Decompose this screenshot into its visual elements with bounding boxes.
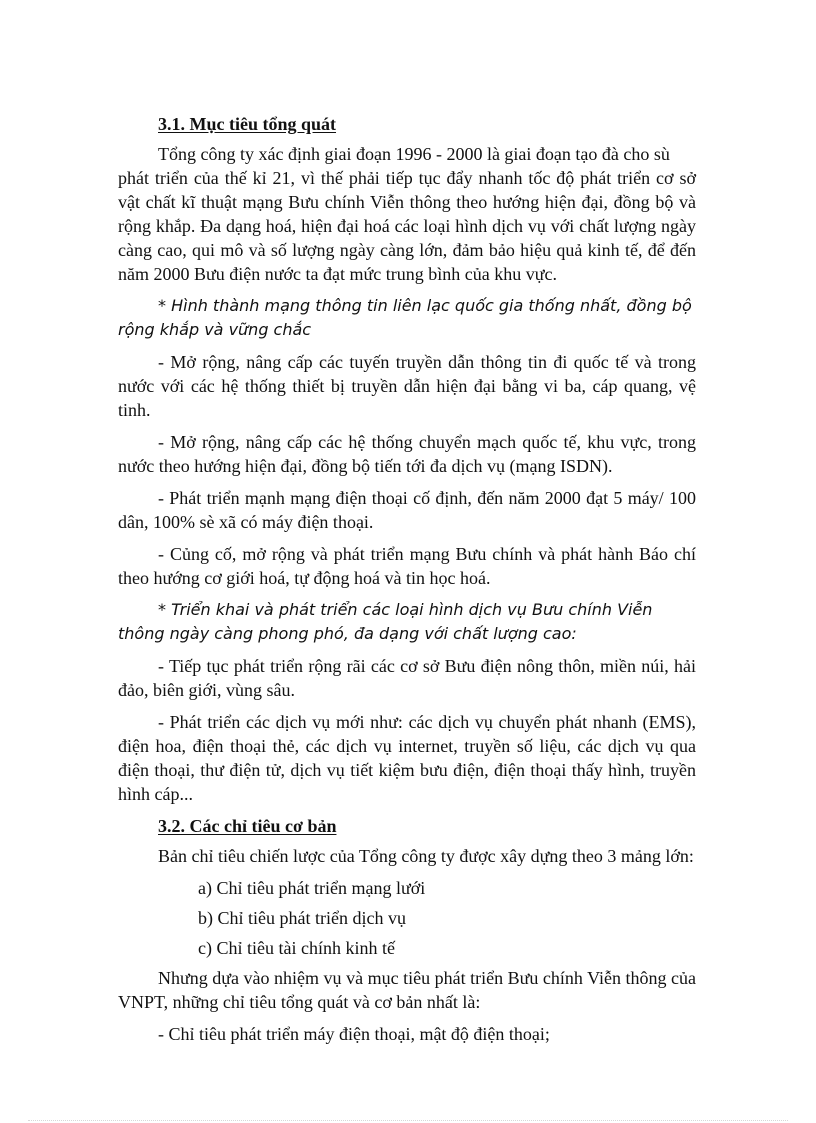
page-bottom-border — [28, 1120, 788, 1122]
goal1-item-4: - Củng cố, mở rộng và phát triển mạng Bưu chính và phát hành Báo chí theo hướng cơ giới hoá, tự động hoá và tin học hoá. — [118, 544, 696, 588]
list-item-c: c) Chỉ tiêu tài chính kinh tế — [198, 938, 395, 958]
goal1-heading: * Hình thành mạng thông tin liên lạc quốc gia thống nhất, đồng bộ rộng khắp và vững chắc — [118, 296, 692, 339]
goal2-heading: * Triển khai và phát triển các loại hình dịch vụ Bưu chính Viễn thông ngày càng phong phó, đa dạng với chất lượng cao: — [118, 600, 653, 643]
section2-intro: Bản chỉ tiêu chiến lược của Tổng công ty được xây dựng theo 3 mảng lớn: — [158, 846, 694, 866]
intro-paragraph — [118, 142, 696, 286]
goal1-item-2: - Mở rộng, nâng cấp các hệ thống chuyển mạch quốc tế, khu vực, trong nước theo hướng hiện đại, đồng bộ tiến tới đa dịch vụ (mạng ISDN). — [118, 432, 696, 476]
intro-rest: phát triển của thế kỉ 21, vì thế phải tiếp tục đẩy nhanh tốc độ phát triển cơ sở vật chất kĩ thuật mạng Bưu chính Viễn thông theo hướng hiện đại, đồng bộ và rộng khắp. Đa dạng hoá, hiện đại hoá các loại hình dịch vụ với chất lượng ngày càng cao, qui mô và số lượng ngày càng lớn, đảm bảo hiệu quả kinh tế, để đến năm 2000 Bưu điện nước ta đạt mức trung bình của khu vực. — [118, 168, 696, 284]
section-heading-3-1: 3.1. Mục tiêu tổng quát — [158, 114, 337, 134]
section-heading-3-2: 3.2. Các chỉ tiêu cơ bản — [158, 816, 337, 836]
goal2-item-1: - Tiếp tục phát triển rộng rãi các cơ sở Bưu điện nông thôn, miền núi, hải đảo, biên giới, vùng sâu. — [118, 656, 696, 700]
document-body — [118, 112, 696, 1054]
section2-last-item: - Chỉ tiêu phát triển máy điện thoại, mật độ điện thoại; — [158, 1024, 550, 1044]
intro-first-line: Tổng công ty xác định giai đoạn 1996 - 2000 là giai đoạn tạo đà cho sù — [158, 144, 670, 164]
goal1-item-3: - Phát triển mạnh mạng điện thoại cố định, đến năm 2000 đạt 5 máy/ 100 dân, 100% sè xã có máy điện thoại. — [118, 488, 696, 532]
list-item-b: b) Chỉ tiêu phát triển dịch vụ — [198, 908, 406, 928]
goal1-item-1: - Mở rộng, nâng cấp các tuyến truyền dẫn thông tin đi quốc tế và trong nước với các hệ thống thiết bị truyền dẫn hiện đại bằng vi ba, cáp quang, vệ tinh. — [118, 352, 696, 420]
section2-paragraph: Nhưng dựa vào nhiệm vụ và mục tiêu phát triển Bưu chính Viễn thông của VNPT, những chỉ tiêu tổng quát và cơ bản nhất là: — [118, 968, 696, 1012]
list-item-a: a) Chỉ tiêu phát triển mạng lưới — [198, 878, 426, 898]
goal2-item-2: - Phát triển các dịch vụ mới như: các dịch vụ chuyển phát nhanh (EMS), điện hoa, điện thoại thẻ, các dịch vụ internet, truyền số liệu, các dịch vụ qua điện thoại, thư điện tử, dịch vụ tiết kiệm bưu điện, điện thoại thấy hình, truyền hình cáp... — [118, 712, 696, 804]
